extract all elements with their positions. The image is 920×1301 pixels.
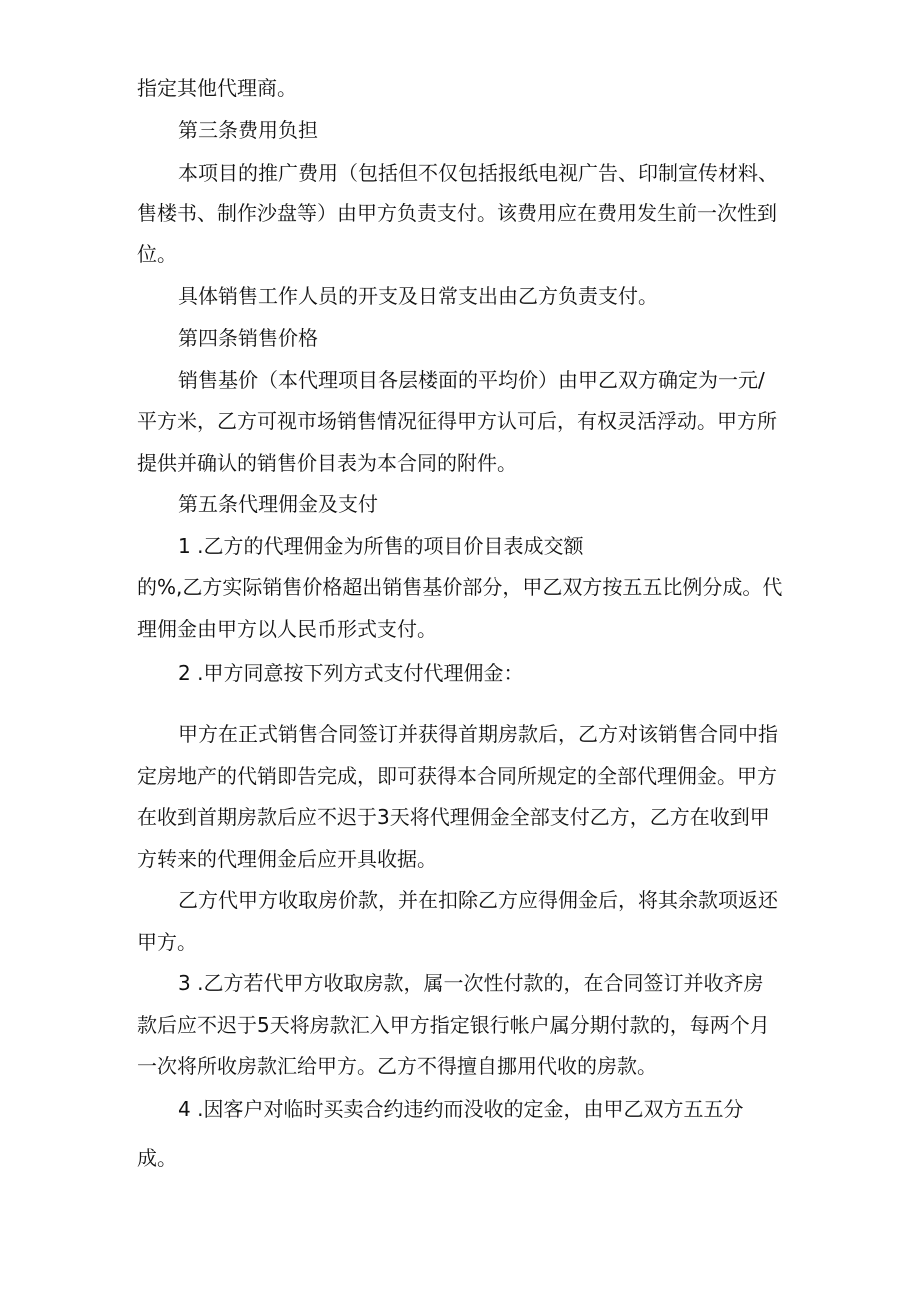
text-line: 提供并确认的销售价目表为本合同的附件。: [137, 451, 517, 475]
text-line: 4 .因客户对临时买卖合约违约而没收的定金，由甲乙双方五五分: [178, 1097, 744, 1121]
section-heading: 第五条代理佣金及支付: [178, 492, 378, 516]
text-line: 理佣金由甲方以人民币形式支付。: [137, 617, 437, 641]
text-line: 销售基价（本代理项目各层楼面的平均价）由甲乙双方确定为一元/: [178, 368, 765, 392]
text-line: 具体销售工作人员的开支及日常支出由乙方负责支付。: [178, 284, 658, 308]
text-line: 甲方在正式销售合同签订并获得首期房款后，乙方对该销售合同中指: [178, 722, 778, 746]
text-line: 款后应不迟于5天将房款汇入甲方指定银行帐户属分期付款的，每两个月: [137, 1013, 770, 1037]
text-line: 3 .乙方若代甲方收取房款，属一次性付款的，在合同签订并收齐房: [178, 971, 764, 995]
text-line: 本项目的推广费用（包括但不仅包括报纸电视广告、印制宣传材料、: [178, 161, 778, 185]
text-line: 指定其他代理商。: [137, 76, 297, 100]
text-line: 定房地产的代销即告完成，即可获得本合同所规定的全部代理佣金。甲方: [137, 764, 777, 788]
text-line: 2 .甲方同意按下列方式支付代理佣金：: [178, 661, 524, 685]
text-line: 1 .乙方的代理佣金为所售的项目价目表成交额: [178, 534, 584, 558]
text-line: 一次将所收房款汇给甲方。乙方不得擅自挪用代收的房款。: [137, 1054, 657, 1078]
section-heading: 第四条销售价格: [178, 326, 318, 350]
text-line: 甲方。: [137, 930, 197, 954]
text-line: 乙方代甲方收取房价款，并在扣除乙方应得佣金后，将其余款项返还: [178, 888, 778, 912]
text-line: 平方米，乙方可视市场销售情况征得甲方认可后，有权灵活浮动。甲方所: [137, 409, 777, 433]
text-line: 位。: [137, 242, 177, 266]
text-line: 成。: [137, 1146, 177, 1170]
section-heading: 第三条费用负担: [178, 118, 318, 142]
text-line: 在收到首期房款后应不迟于3天将代理佣金全部支付乙方，乙方在收到甲: [137, 805, 770, 829]
text-line: 售楼书、制作沙盘等）由甲方负责支付。该费用应在费用发生前一次性到: [137, 201, 777, 225]
text-line: 方转来的代理佣金后应开具收据。: [137, 847, 437, 871]
text-line: 的%,乙方实际销售价格超出销售基价部分，甲乙双方按五五比例分成。代: [137, 575, 783, 599]
